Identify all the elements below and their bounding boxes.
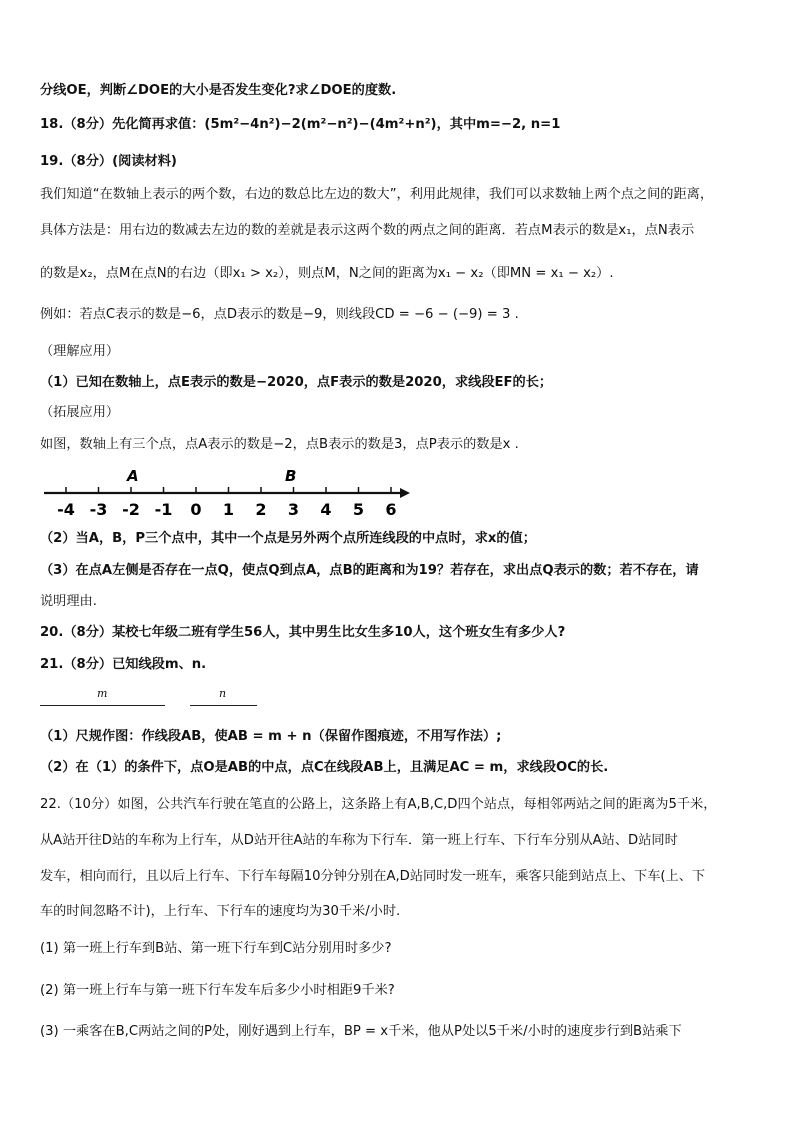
line-4: 具体方法是：用右边的数减去左边的数的差就是表示这两个数的两点之间的距离．若点M表示的数是x₁，点N表示 (40, 223, 695, 238)
number-line-tick-label: 6 (385, 500, 397, 519)
line-19: 从A站开往D站的车称为上行车，从D站开往A站的车称为下行车．第一班上行车、下行车分别从A站、D站同时 (40, 833, 678, 848)
line-5: 的数是x₂，点M在点N的右边（即x₁ > x₂），则点M，N之间的距离为x₁ − x₂（即MN = x₁ − x₂）. (40, 266, 614, 281)
number-line-tick-label: -4 (57, 500, 75, 519)
line-21: 车的时间忽略不计)，上行车、下行车的速度均为30千米/小时. (40, 904, 401, 919)
number-line-tick-label: 5 (352, 500, 365, 519)
segment-n-label: n (219, 687, 227, 700)
line-17: （2）在（1）的条件下，点O是AB的中点，点C在线段AB上，且满足AC = m，求线段OC的长. (40, 760, 609, 775)
line-6: 例如：若点C表示的数是−6，点D表示的数是−9，则线段CD = −6 − (−9) = 3 . (40, 307, 519, 322)
line-15: 21.（8分）已知线段m、n. (40, 657, 207, 672)
number-line-tick-label: -1 (154, 500, 173, 519)
number-line-arrow (400, 488, 410, 498)
line-11: （2）当A，B，P三个点中，其中一个点是另外两个点所连线段的中点时，求x的值； (40, 531, 536, 546)
line-0: 分线OE，判断∠DOE的大小是否发生变化?求∠DOE的度数. (40, 83, 397, 98)
point-b-label: B (285, 467, 297, 485)
line-16: （1）尺规作图：作线段AB，使AB = m + n（保留作图痕迹，不用写作法）; (40, 729, 502, 744)
line-7: （理解应用） (40, 344, 120, 359)
segment-m (40, 705, 165, 706)
line-18: 22.（10分）如图，公共汽车行驶在笔直的公路上，这条路上有A,B,C,D四个站点，每相邻两站之间的距离为5千米， (40, 797, 717, 812)
number-line-tick-label: 3 (287, 500, 300, 519)
line-24: (3) 一乘客在B,C两站之间的P处，刚好遇到上行车，BP = x千米，他从P处以5千米/小时的速度步行到B站乘下 (40, 1024, 682, 1039)
line-23: (2) 第一班上行车与第一班下行车发车后多少小时相距9千米? (40, 983, 395, 998)
number-line-tick-label: 4 (320, 500, 332, 519)
line-1: 18.（8分）先化简再求值：(5m²−4n²)−2(m²−n²)−(4m²+n²)，其中m=−2, n=1 (40, 117, 561, 132)
segment-n (190, 705, 257, 706)
number-line-figure (40, 465, 420, 525)
line-2: 19.（8分）(阅读材料) (40, 154, 177, 169)
line-13: 说明理由. (40, 594, 97, 609)
line-22: (1) 第一班上行车到B站、第一班下行车到C站分别用时多少? (40, 941, 392, 956)
number-line-tick-label: 1 (222, 500, 235, 519)
number-line-tick-label: -2 (122, 500, 140, 519)
line-8: （1）已知在数轴上，点E表示的数是−2020，点F表示的数是2020，求线段EF的长； (40, 375, 553, 390)
number-line-tick-label: 0 (190, 500, 202, 519)
number-line-tick-label: 2 (255, 500, 267, 519)
segment-m-label: m (97, 687, 108, 700)
number-line-tick-label: -3 (89, 500, 108, 519)
line-10: 如图，数轴上有三个点，点A表示的数是−2，点B表示的数是3，点P表示的数是x . (40, 437, 519, 452)
line-14: 20.（8分）某校七年级二班有学生56人，其中男生比女生多10人，这个班女生有多少人? (40, 625, 566, 640)
line-9: （拓展应用） (40, 405, 120, 420)
point-a-label: A (127, 467, 139, 485)
line-12: （3）在点A左侧是否存在一点Q，使点Q到点A，点B的距离和为19？若存在，求出点Q表示的数；若不存在，请 (40, 563, 699, 578)
line-3: 我们知道“在数轴上表示的两个数，右边的数总比左边的数大”，利用此规律，我们可以求数轴上两个点之间的距离， (40, 187, 714, 202)
line-20: 发车，相向而行，且以后上行车、下行车每隔10分钟分别在A,D站同时发一班车，乘客只能到站点上、下车(上、下 (40, 869, 706, 884)
